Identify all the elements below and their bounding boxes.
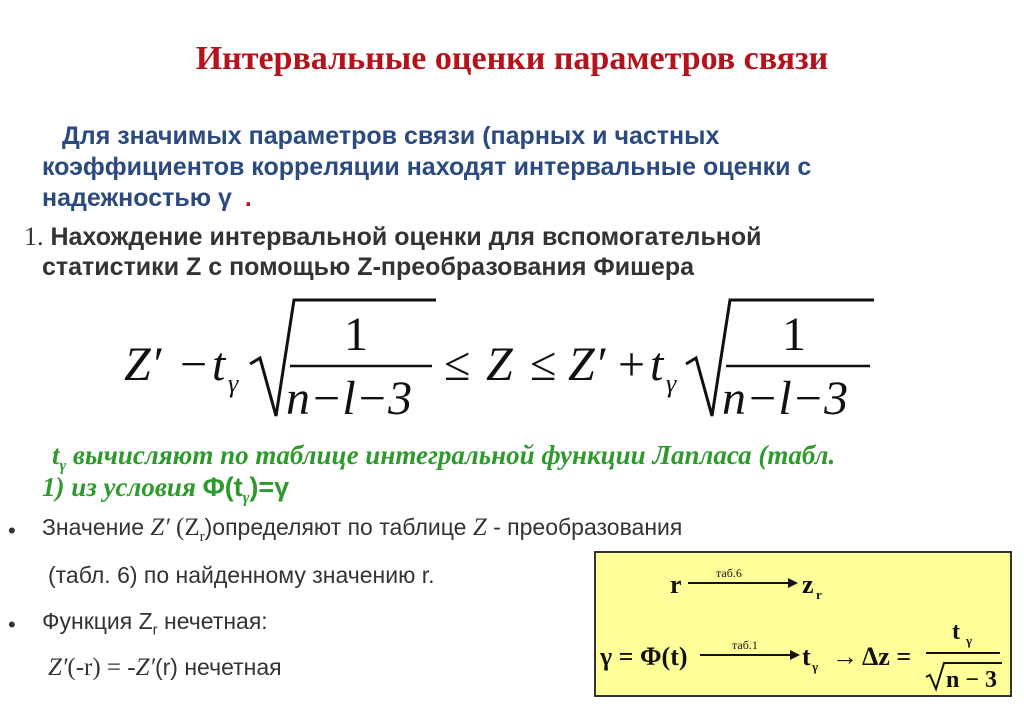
bullet-1-text-d: - преобразования xyxy=(486,514,683,540)
bullet-1-text-b: (Z xyxy=(169,514,200,541)
box-arrow: → xyxy=(832,642,858,671)
bullet-1-sub: r xyxy=(199,529,205,545)
bullet-1-z: Z xyxy=(472,514,487,541)
box-t-sub: γ xyxy=(812,659,819,674)
bullet-2-line-1 xyxy=(42,608,268,639)
step1-line-1 xyxy=(24,222,762,252)
laplace-phi: Φ(t xyxy=(202,472,243,502)
bullet-1-text-a: Значение xyxy=(42,514,151,540)
box-den: n − 3 xyxy=(946,667,998,693)
step1-number: 1. xyxy=(24,222,44,251)
formula-denominator-left: n−l−3 xyxy=(286,372,413,425)
bullet-1-line-1 xyxy=(42,514,682,546)
formula-denominator-right: n−l−3 xyxy=(722,372,849,425)
box-r: r xyxy=(670,570,682,599)
formula-t-right: t xyxy=(650,338,664,391)
laplace-phi-sub: γ xyxy=(242,489,250,507)
bullet-2-text-a: Функция Z xyxy=(42,608,153,634)
bullet-1-text-c: )определяют по таблице xyxy=(204,514,473,540)
laplace-t: t xyxy=(52,440,60,470)
intro-line-3-text: надежностью γ xyxy=(42,184,232,212)
intro-line-2: коэффициентов корреляции находят интервальные оценки с xyxy=(42,153,812,181)
formula-plus: + xyxy=(618,338,646,391)
box-dz: Δz = xyxy=(862,642,912,671)
bullet-1-marker: • xyxy=(8,518,16,543)
laplace-phi-tail: )=γ xyxy=(249,472,290,502)
formula-zprime-right: Z′ xyxy=(568,338,606,391)
laplace-line-1 xyxy=(52,440,835,475)
box-tab6: таб.6 xyxy=(716,566,742,580)
bullet-2-zprime-1: Z′ xyxy=(48,654,68,681)
bullet-2-marker: • xyxy=(8,612,16,637)
intro-line-1: Для значимых параметров связи (парных и частных xyxy=(62,122,720,150)
fisher-interval-formula xyxy=(110,292,890,432)
arrow-tab6-icon xyxy=(788,578,798,588)
formula-z: Z xyxy=(486,338,513,391)
bullet-2-text-b2: (-r) = - xyxy=(67,654,136,681)
bullet-2-line-2 xyxy=(48,654,282,682)
formula-minus: − xyxy=(180,338,208,391)
laplace-line-1-text: вычисляют по таблице интегральной функции Лапласа (табл. xyxy=(66,440,836,470)
formula-leq-1: ≤ xyxy=(444,338,471,391)
formula-zprime-left: Z′ xyxy=(124,338,162,391)
intro-line-3 xyxy=(42,184,252,213)
step1-line-2: статистики Z с помощью Z-преобразования Фишера xyxy=(42,253,695,281)
formula-gamma-right: γ xyxy=(666,369,677,398)
laplace-line-2-text: 1) из условия xyxy=(42,472,203,502)
intro-dot: . xyxy=(244,184,252,212)
bullet-2-sub: r xyxy=(152,621,158,639)
formula-gamma-left: γ xyxy=(228,369,239,398)
formula-one-left: 1 xyxy=(344,308,368,361)
arrow-tab1-icon xyxy=(790,650,800,660)
box-zr: z xyxy=(802,570,814,599)
bullet-1-zprime: Z′ xyxy=(150,514,170,541)
page-title: Интервальные оценки параметров связи xyxy=(195,40,829,77)
laplace-t-sub: γ xyxy=(59,457,67,475)
box-num-t: t xyxy=(952,619,960,645)
formula-one-right: 1 xyxy=(782,308,806,361)
box-tab1: таб.1 xyxy=(732,638,758,652)
bullet-2-text-d: (r) нечетная xyxy=(154,654,282,680)
box-zr-sub: r xyxy=(816,587,822,602)
summary-box xyxy=(594,551,1012,697)
bullet-2-text-b: нечетная: xyxy=(157,608,268,634)
box-num-sub: γ xyxy=(966,633,973,648)
box-t: t xyxy=(802,642,811,671)
formula-t-left: t xyxy=(212,338,226,391)
bullet-2-zprime-2: Z′ xyxy=(135,654,155,681)
box-gamma-phi: γ = Φ(t) xyxy=(600,642,688,671)
step1-line-1-text: Нахождение интервальной оценки для вспомогательной xyxy=(50,223,762,251)
bullet-1-line-2: (табл. 6) по найденному значению r. xyxy=(48,562,435,588)
formula-leq-2: ≤ xyxy=(530,338,557,391)
summary-box-diagram xyxy=(596,553,1010,695)
laplace-line-2 xyxy=(42,472,289,507)
